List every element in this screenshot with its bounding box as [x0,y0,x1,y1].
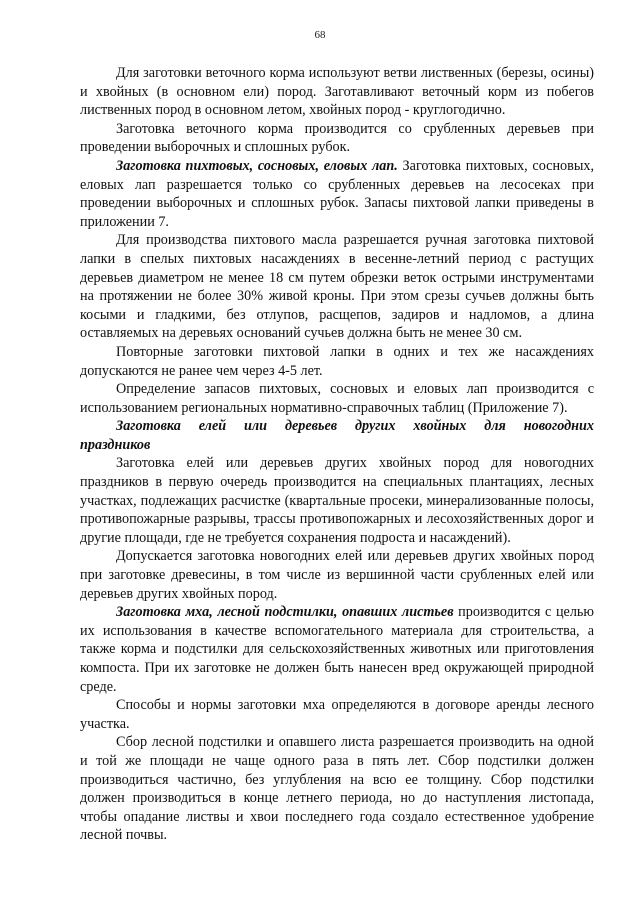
paragraph-text: Допускается заготовка новогодних елей или деревьев других хвойных пород при заготовке древесины, в том числе из вершинной части срубленных елей или деревьев других хвойных пород. [80,548,594,602]
page-number: 68 [314,29,326,41]
paragraph-lead: Заготовка мха, лесной подстилки, опавших листьев [116,604,454,621]
paragraph-text: Повторные заготовки пихтовой лапки в одних и тех же насаждениях допускаются не ранее чем через 4-5 лет. [80,343,594,379]
paragraph-text: производится с целью их использования в качестве вспомогательного материала для строительства, а также корма и подстилки для сельскохозяйственных животных или приготовления компоста. При их заготовке не должен быть нанесен вред окружающей природной среде. [80,604,594,695]
document-body [80,64,594,845]
paragraph-text: Для производства пихтового масла разрешается ручная заготовка пихтовой лапки в спелых пихтовых насаждениях в весенне-летний период с растущих деревьев диаметром не менее 18 см путем обрезки веток острыми инструментами на протяжении не более 30% живой кроны. При этом срезы сучьев должны быть косыми и гладкими, без отлупов, расщепов, задиров и надломов, а длина оставляемых на деревьях оснований сучьев должна быть не менее 30 см. [80,232,594,342]
section-heading-line-2: праздников [80,436,151,453]
paragraph-1 [80,64,594,120]
paragraph-text: Заготовка елей или деревьев других хвойных пород для новогодних праздников в первую очередь производится на специальных плантациях, лесных участках, подлежащих расчистке (квартальные просеки, минерализованные полосы, противопожарные разрывы, трассы противопожарных и лесохозяйственных дорог и другие площади, где не требуется сохранения подроста и насаждений). [80,455,594,546]
paragraph-text: Способы и нормы заготовки мха определяются в договоре аренды лесного участка. [80,697,594,732]
paragraph-text: Определение запасов пихтовых, сосновых и еловых лап производится с использованием региональных нормативно-справочных таблиц (Приложение 7). [80,381,594,416]
paragraph-8 [80,547,594,603]
paragraph-4 [80,231,594,343]
paragraph-10 [80,696,594,733]
paragraph-text: Заготовка пихтовых, сосновых, еловых лап разрешается только со срубленных деревьев на лесосеках при проведении выборочных и сплошных рубок. Запасы пихтовой лапки приведены в приложении 7. [80,157,595,230]
paragraph-11 [80,733,594,845]
paragraph-7 [80,454,594,547]
paragraph-text: Сбор лесной подстилки и опавшего листа разрешается производить на одной и той же площади не чаще одного раза в пять лет. Сбор подстилки должен производиться частично, без углубления на всю ее толщину. Сбор подстилки должен производиться в конце летнего периода, но до наступления листопада, чтобы опадание листвы и хвои последнего года создало естественное удобрение лесной почвы. [80,734,594,844]
section-heading-line-1: Заготовка елей или деревьев других хвойных для новогодних [116,418,594,435]
paragraph-6 [80,380,594,417]
paragraph-9 [80,603,594,696]
section-heading [80,417,594,454]
paragraph-2 [80,120,594,157]
paragraph-5 [80,343,594,380]
paragraph-text: Заготовка веточного корма производится со срубленных деревьев при проведении выборочных и сплошных рубок. [80,120,594,156]
paragraph-text: Для заготовки веточного корма используют ветви лиственных (березы, осины) и хвойных (в основном ели) пород. Заготавливают веточный корм из побегов лиственных пород в основном летом, хвойных пород - круглогодично. [80,65,594,119]
paragraph-3 [80,157,594,231]
paragraph-lead: Заготовка пихтовых, сосновых, еловых лап. [116,157,398,174]
